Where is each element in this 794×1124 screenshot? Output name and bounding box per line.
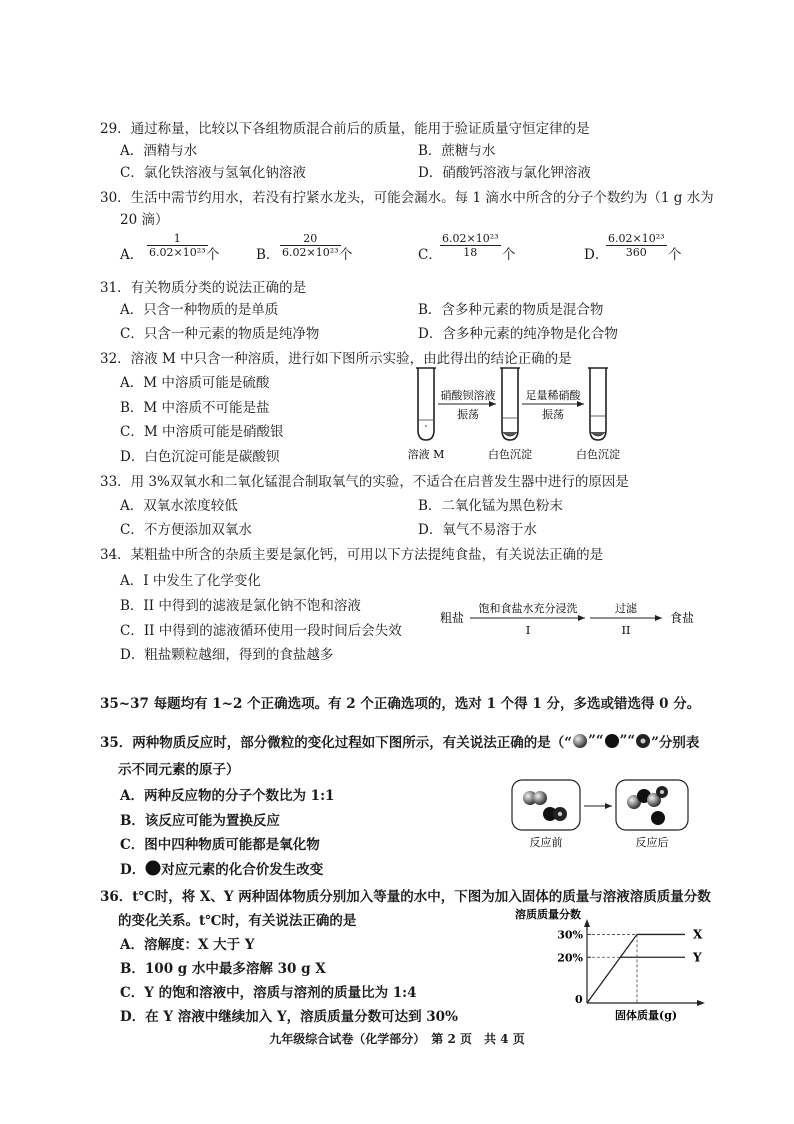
atom-black-icon [145,860,161,876]
q35-stem-post: ”分别表 [651,735,700,751]
q32-step1-action: 振荡 [457,408,479,421]
q35-option-d-text: 对应元素的化合价发生改变 [161,862,324,878]
before-atom-gray [533,791,547,805]
q34-step1-desc: 饱和食盐水充分浸洗 [478,602,578,615]
q34-step2-number: II [621,624,631,637]
q36-option-c: C．Y 的饱和溶液中，溶质与溶剂的质量比为 1:4 [120,985,417,1001]
q32-tube3-label: 白色沉淀 [576,448,620,461]
q35-stem-line1 [100,731,699,751]
section-instruction: 35~37 每题均有 1~2 个正确选项。有 2 个正确选项的，选对 1 个得 1 分，多选或错选得 0 分。 [100,696,701,712]
q35-stem-line2: 示不同元素的原子） [118,762,240,778]
q35-option-b: B．该反应可能为置换反应 [120,813,280,829]
chart-series-rise [587,934,637,1003]
q30-option-c-denominator: 18 [440,245,501,259]
q29-option-b: B．蔗糖与水 [418,143,496,159]
atom-dark-spot-icon [635,733,651,749]
q34-option-b: B．II 中得到的滤液是氯化钠不饱和溶液 [120,598,361,614]
q30-option-c-unit: 个 [502,247,516,263]
chart-y-tick-label: 20% [557,951,583,965]
q33-option-d: D．氧气不易溶于水 [418,522,537,538]
q35-quote-sep-2: ”“ [619,733,636,749]
q31-option-a: A．只含一种物质的是单质 [120,302,279,318]
chart-series-label-X: X [693,927,703,942]
q29-option-a: A．酒精与水 [120,143,198,159]
q30-stem-line1: 30．生活中需节约用水，若没有拧紧水龙头，可能会漏水。每 1 滴水中所含的分子个数约为（1 g 水为 [100,190,714,206]
q35-option-d-label: D． [120,862,146,878]
q30-option-b-numerator: 20 [303,232,318,245]
q32-experiment-figure [400,362,660,462]
q36-option-a: A．溶解度：X 大于 Y [120,937,255,953]
q33-stem: 33．用 3%双氧水和二氧化锰混合制取氧气的实验，不适合在启普发生器中进行的原因是 [100,474,629,490]
q30-option-c-numerator: 6.02×10²³ [442,232,499,245]
q30-stem-line2: 20 滴） [120,212,169,228]
chart-x-axis-arrow [697,1000,705,1006]
q30-option-a-denominator: 6.02×10²³ [149,246,206,259]
q30-option-d-unit: 个 [668,247,682,263]
q30-option-c-fraction [440,232,501,259]
q30-option-a-label: A． [120,247,144,263]
q30-option-a-numerator: 1 [173,232,181,245]
q30-option-c-label: C． [418,247,442,263]
q30-option-d-denominator: 360 [606,245,667,259]
after-atom-dark-spot-center [660,790,664,794]
q31-stem: 31．有关物质分类的说法正确的是 [100,280,307,296]
test-tube-1 [416,368,436,440]
q32-option-b: B．M 中溶质不可能是盐 [120,400,270,416]
q31-option-d: D．含多种元素的纯净物是化合物 [418,326,618,342]
q30-option-b-label: B． [256,247,280,263]
q33-option-b: B．二氧化锰为黑色粉末 [418,498,563,514]
before-label: 反应前 [529,836,563,849]
chart-y-axis-label: 溶质质量分数 [515,908,581,921]
q34-option-a: A．I 中发生了化学变化 [120,573,261,589]
q35-option-a: A．两种反应物的分子个数比为 1:1 [120,788,335,804]
chart-y-axis-arrow [584,919,590,927]
page-footer: 九年级综合试卷（化学部分） 第 2 页 共 4 页 [269,1032,525,1046]
q34-arrow-2-head [655,615,662,621]
q34-arrow-1-head [578,615,585,621]
q34-end-label: 食盐 [670,611,695,625]
chart-x-axis-label: 固体质量(g) [615,1009,678,1022]
q34-step2-desc: 过滤 [615,602,637,615]
q32-option-a: A．M 中溶质可能是硫酸 [120,375,270,391]
q36-stem-line2: 的变化关系。t℃时，有关说法正确的是 [118,913,357,929]
q32-step1-reagent: 硝酸钡溶液 [440,389,496,402]
atom-black-icon [604,733,620,749]
chart-y-tick-label: 30% [557,928,583,942]
q34-option-c: C．II 中得到的滤液循环使用一段时间后会失效 [120,623,402,639]
q30-option-a-unit: 个 [206,247,220,263]
q30-option-d-numerator: 6.02×10²³ [608,232,665,245]
chart-series-label-Y: Y [693,950,702,965]
q34-option-d: D．粗盐颗粒越细，得到的食盐越多 [120,647,334,663]
q30-option-b-denominator: 6.02×10²³ [282,246,339,259]
q32-stem: 32．溶液 M 中只含一种溶质，进行如下图所示实验，由此得出的结论正确的是 [100,351,572,367]
q32-tube1-label: 溶液 M [407,448,445,461]
test-tube-3 [588,368,608,440]
after-atom-black [651,811,665,825]
q31-option-b: B．含多种元素的物质是混合物 [418,302,604,318]
q34-process-figure [440,594,710,642]
q35-option-d [120,858,323,878]
reaction-arrow-head [605,803,612,809]
q36-option-b: B．100 g 水中最多溶解 30 g X [120,961,326,977]
q35-stem-pre: 35．两种物质反应时，部分微粒的变化过程如下图所示，有关说法正确的是（“ [100,735,573,751]
q33-option-c: C．不方便添加双氧水 [120,522,252,538]
q30-option-d-fraction [606,232,667,259]
q30-option-d-label: D． [584,247,609,263]
q31-option-c: C．只含一种元素的物质是纯净物 [120,326,320,342]
q32-step2-reagent: 足量稀硝酸 [525,389,581,402]
q32-option-d: D．白色沉淀可能是碳酸钡 [120,449,280,465]
q33-option-a: A．双氧水浓度较低 [120,498,238,514]
q36-option-d: D．在 Y 溶液中继续加入 Y，溶质质量分数可达到 30% [120,1009,458,1025]
q35-reaction-figure [508,776,698,854]
q29-option-c: C．氯化铁溶液与氢氧化钠溶液 [120,165,306,181]
q29-option-d: D．硝酸钙溶液与氯化钾溶液 [418,165,591,181]
test-tube-2 [500,368,520,440]
q30-option-b-unit: 个 [339,247,353,263]
chart-origin-label: 0 [575,993,583,1006]
q36-solubility-chart [515,905,715,1023]
atom-gray-icon [572,733,588,749]
before-atom-dark-spot-center [558,812,562,816]
q34-start-label: 粗盐 [440,611,465,625]
q30-option-a-fraction [147,232,208,259]
q34-stem: 34．某粗盐中所含的杂质主要是氯化钙，可用以下方法提纯食盐，有关说法正确的是 [100,547,604,563]
q32-tube2-label: 白色沉淀 [488,448,532,461]
q29-stem: 29．通过称量，比较以下各组物质混合前后的质量，能用于验证质量守恒定律的是 [100,121,590,137]
after-label: 反应后 [635,836,669,849]
q32-step2-action: 振荡 [542,408,564,421]
q32-option-c: C．M 中溶质可能是硝酸银 [120,424,284,440]
q36-stem-line1: 36．t℃时，将 X、Y 两种固体物质分别加入等量的水中，下图为加入固体的质量与溶液溶质质量分数 [100,889,711,905]
before-box [512,780,580,830]
q34-step1-number: I [525,624,531,637]
q35-quote-sep-1: ”“ [588,733,604,749]
q30-option-b-fraction [280,232,341,259]
q35-option-c: C．图中四种物质可能都是氧化物 [120,837,320,853]
